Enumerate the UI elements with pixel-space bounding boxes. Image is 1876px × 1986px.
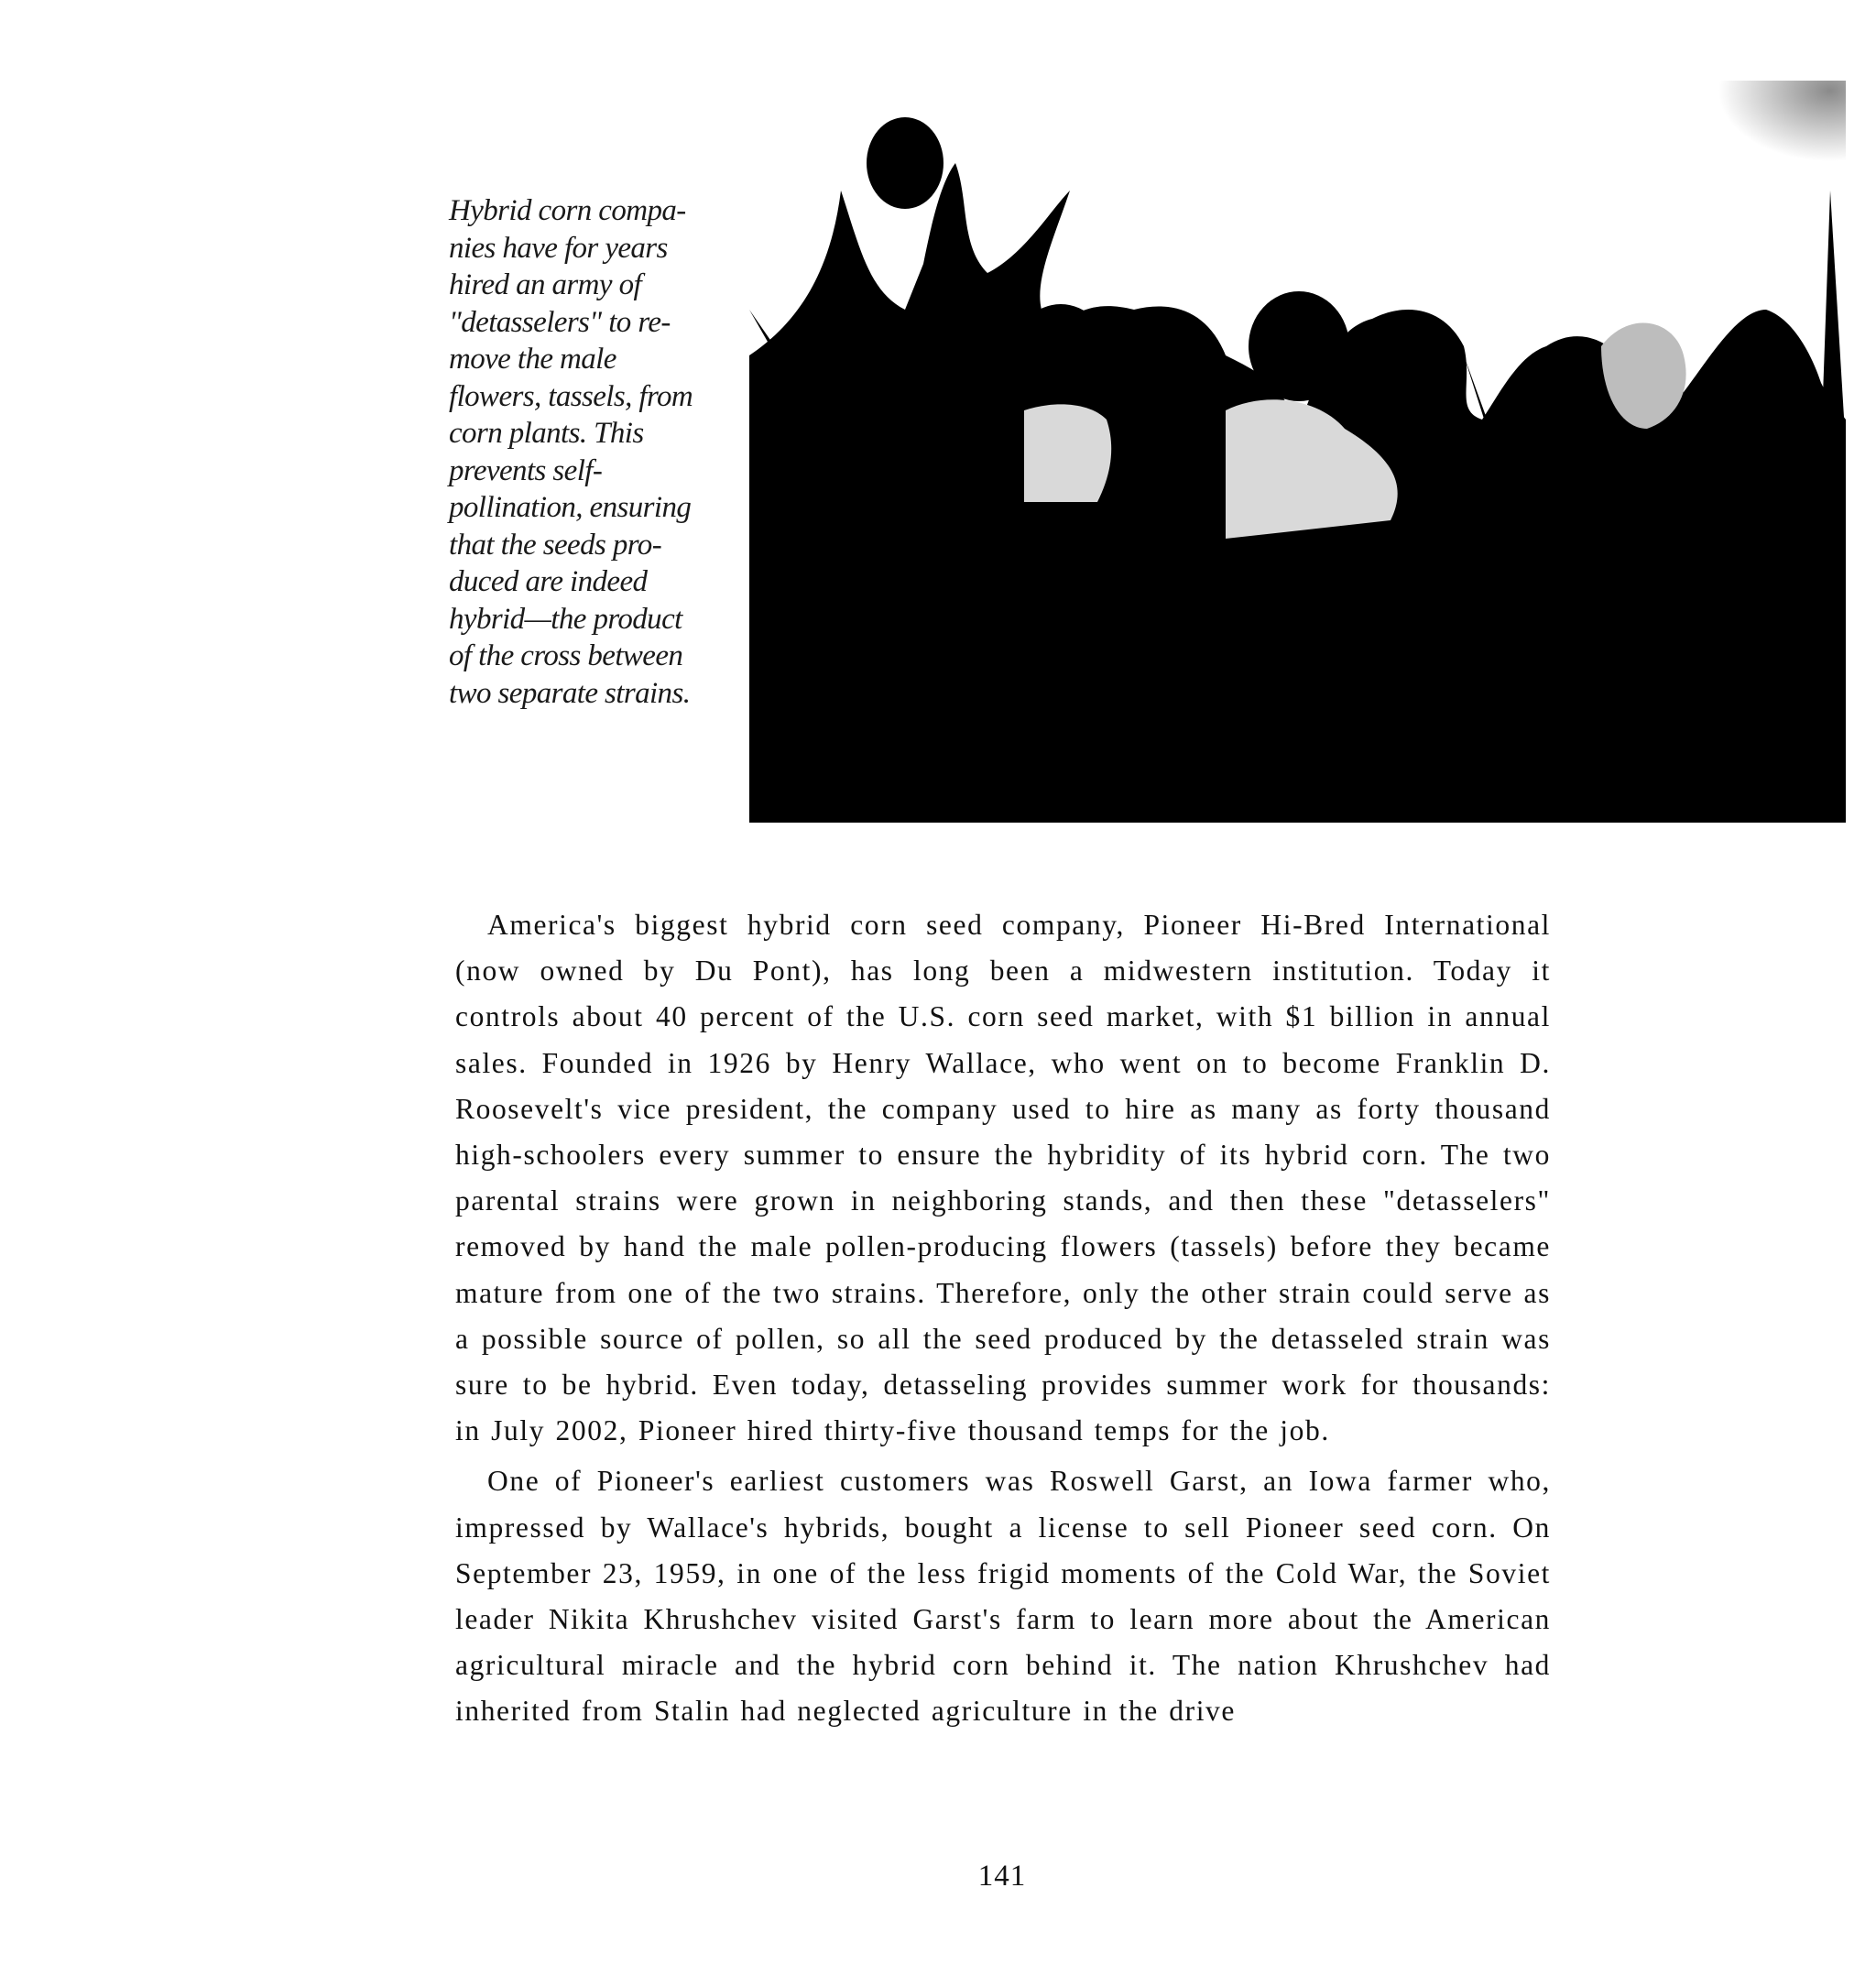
page-number: 141 [977, 1860, 1027, 1893]
photo-caption: Hybrid corn compa- nies have for years hired an army of "detasselers" to re- move the male flowers, tassels, from corn plants. This prevents self- pollination, ensuring that the seeds pro- duced are indeed hybrid—the product of the cross between two separate strains. [449, 194, 693, 710]
person-shirt [1024, 404, 1111, 502]
body-text [455, 902, 1551, 1740]
detasselers-silhouette-image [749, 81, 1846, 823]
detasselers-photo [749, 81, 1846, 823]
person-silhouette [1013, 304, 1108, 407]
person-silhouette [867, 117, 943, 209]
paragraph: One of Pioneer's earliest customers was Roswell Garst, an Iowa farmer who, impressed by Wallace's hybrids, bought a license to sell Pioneer seed corn. On September 23, 1959, in one of the less frigid moments of the Cold War, the Soviet leader Nikita Khrushchev visited Garst's farm to learn more about the American agricultural miracle and the hybrid corn behind it. The nation Khrushchev had inherited from Stalin had neglected agriculture in the drive [455, 1465, 1551, 1728]
sky-haze [1528, 81, 1846, 282]
person-silhouette [1249, 291, 1349, 401]
paragraph: America's biggest hybrid corn seed company, Pioneer Hi-Bred International (now owned by Du Pont), has long been a midwestern institution. Today it controls about 40 percent of the U.S. corn seed market, with $1 billion in annual sales. Founded in 1926 by Henry Wallace, who went on to become Franklin D. Roosevelt's vice president, the company used to hire as many as forty thousand high-schoolers every summer to ensure the hybridity of its hybrid corn. The two parental strains were grown in neighboring stands, and then these "detasselers" removed by hand the male pollen-producing flowers (tassels) before they became mature from one of the two strains. Therefore, only the other strain could serve as a possible source of pollen, so all the seed produced by the detasseled strain was sure to be hybrid. Even today, detasseling provides summer work for thousands: in July 2002, Pioneer hired thirty-five thousand temps for the job. [455, 909, 1551, 1447]
